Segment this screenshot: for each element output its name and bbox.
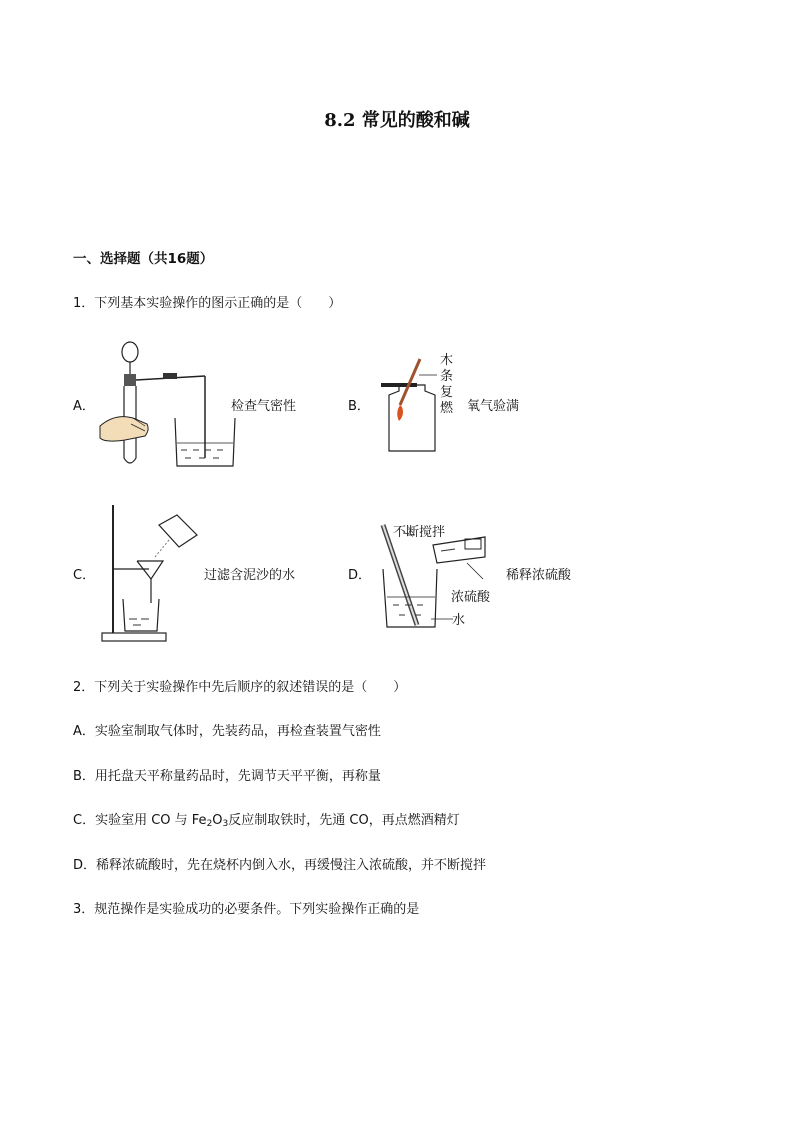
page-title: 8.2 常见的酸和碱: [324, 110, 470, 131]
question-2-option-b: B．用托盘天平称量药品时，先调节天平平衡，再称量: [73, 769, 381, 784]
option-c-text-pre: C．实验室用 CO 与 Fe: [73, 813, 207, 828]
annot-char: 燃: [440, 401, 454, 416]
stir-label: 不断搅拌: [393, 525, 446, 540]
filtration-figure: [97, 505, 207, 645]
option-c-text-post: 反应制取铁时，先通 CO，再点燃酒精灯: [228, 813, 460, 828]
option-b-caption: 氧气验满: [467, 399, 520, 414]
subscript: 2: [206, 819, 213, 829]
question-3-stem: 3．规范操作是实验成功的必要条件。下列实验操作正确的是: [73, 902, 420, 917]
option-a-letter: A．: [73, 399, 95, 414]
option-b-annotation: [440, 353, 453, 417]
option-a-caption: 检查气密性: [231, 399, 297, 414]
annot-char: 复: [440, 385, 454, 400]
question-2-stem: 2．下列关于实验操作中先后顺序的叙述错误的是（ ）: [73, 680, 407, 695]
section-heading: 一、选择题（共16题）: [73, 251, 214, 267]
acid-label: 浓硫酸: [451, 590, 491, 605]
question-2-option-d: D．稀释浓硫酸时，先在烧杯内倒入水，再缓慢注入浓硫酸，并不断搅拌: [73, 858, 487, 873]
question-2-option-a: A．实验室制取气体时，先装药品，再检查装置气密性: [73, 724, 381, 739]
question-2-option-c: [73, 809, 460, 829]
option-c-letter: C．: [73, 568, 96, 583]
option-c-caption: 过滤含泥沙的水: [204, 568, 296, 583]
option-c-text-mid: O: [212, 813, 223, 828]
oxygen-full-check-figure: [375, 355, 445, 455]
question-1-stem: 1．下列基本实验操作的图示正确的是（ ）: [73, 296, 342, 311]
option-d-letter: D．: [348, 568, 372, 583]
annot-char: 条: [440, 369, 454, 384]
water-label: 水: [452, 613, 466, 628]
option-b-letter: B．: [348, 399, 370, 414]
option-d-caption: 稀释浓硫酸: [506, 568, 572, 583]
airtightness-check-figure: [95, 338, 240, 473]
annot-char: 木: [440, 353, 454, 368]
subscript: 3: [222, 819, 229, 829]
